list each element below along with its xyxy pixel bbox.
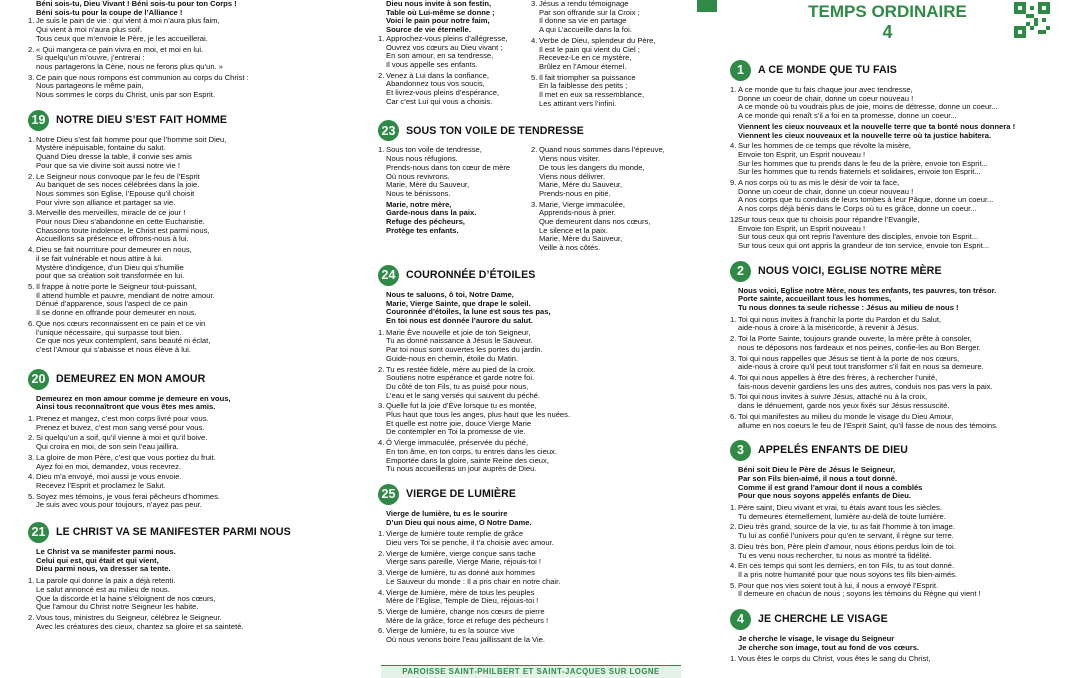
song-title: NOTRE DIEU S’EST FAIT HOMME	[56, 113, 228, 126]
verse: 3. Dieu très bon, Père plein d’amour, nous étions perdus loin de toi. Tu es venu nous rechercher, tu nous as montré ta fidélité.	[730, 541, 956, 560]
song-number: 23	[378, 120, 399, 141]
song-title: APPELÉS ENFANTS DE DIEU	[758, 444, 909, 457]
refrain: Marie, notre mère, Garde-nous dans la paix. Refuge des pécheurs, Protège tes enfants.	[386, 199, 477, 235]
song-title: LE CHRIST VA SE MANIFESTER PARMI NOUS	[56, 526, 291, 539]
verse: 1. Je suis le pain de vie : qui vient à moi n’aura plus faim, Qui vient à moi n’aura plus soif. Tous ceux que m’envoie le Père, je les accueillerai.	[28, 16, 220, 43]
song-header-21	[28, 522, 346, 543]
verse: 6. Toi qui manifestes au milieu du monde le visage du Dieu Amour, allume en nos coeurs le feu de l’Esprit Saint, qu’il fasse de nous des témoins.	[730, 411, 999, 430]
verse: 3. Toi qui nous rappelles que Jésus se tient à la porte de nos cœurs, aide-nous à croire qu’il peut tout transformer s’il fait en nous sa demeure.	[730, 353, 984, 372]
verse-list	[730, 655, 1075, 664]
verse: 4. Dieu m’a envoyé, moi aussi je vous envoie. Recevez l’Esprit et proclamez le Salut.	[28, 472, 182, 490]
refrain: Le Christ va se manifester parmi nous. Celui qui est, qui était et qui vient, Dieu parmi nous, va dresser sa tente.	[36, 547, 176, 574]
verse-list	[378, 146, 525, 198]
verse: 3. Marie, Vierge immaculée, Apprends-nous à prier. Que demeurent dans nos cœurs, Le silence et la paix. Marie, Mère du Sauveur, Veille à nos côtés.	[531, 199, 651, 253]
verse: 4. Vierge de lumière, mère de tous les peuples Mère de l’Eglise, Temple de Dieu, réjouis-toi !	[378, 587, 539, 606]
verse: 1. La parole qui donne la paix a déjà retenti. Le salut annoncé est au milieu de nous. Que la discorde et la haine s’éloignent de nos cœurs, Que l’amour du Christ notre Seigneur les habite.	[28, 576, 216, 612]
song-title: NOUS VOICI, EGLISE NOTRE MÈRE	[758, 264, 942, 277]
verse: 2. « Qui mangera ce pain vivra en moi, et moi en lui. Si quelqu’un m’ouvre, j’entrerai : nous partagerons la Cène, nous ne ferons plus qu’un. »	[28, 44, 224, 71]
song-title: VIERGE DE LUMIÈRE	[406, 488, 517, 501]
refrain: Nous voici, Eglise notre Mère, nous tes enfants, tes pauvres, ton trésor. Porte sainte, accueillant tous les hommes, Tu nous donnes ta seule richesse : Jésus au milieu de nous !	[738, 285, 997, 313]
verse-list	[531, 146, 678, 252]
verse-list	[378, 35, 525, 107]
column-right	[730, 0, 1075, 675]
verse: 4. Verbe de Dieu, splendeur du Père, Il est le pain qui vient du Ciel ; Recevez-Le en ce mystère, Brûlez en l’Amour éternel.	[531, 35, 656, 71]
verse: 1. Approchez-vous pleins d’allégresse, Ouvrez vos cœurs au Dieu vivant ; En son amour, en sa tendresse, Il vous appelle ses enfants.	[378, 33, 508, 69]
verse: 2. Toi la Porte Sainte, toujours grande ouverte, la mère prête à consoler, nous te déposons nos fardeaux et nos peines, confie-les au Bon Berger.	[730, 334, 981, 352]
refrain: Viennent les cieux nouveaux et la nouvelle terre que ta bonté nous donnera ! Viennent les cieux nouveaux et la nouvelle terre où ta justice habitera.	[738, 121, 1016, 140]
verse: 2. Tu es restée fidèle, mère au pied de la croix. Soutiens notre espérance et garde notre foi. Du côté de ton Fils, tu as puisé pour nous, L’eau et le sang versés qui sauvent du péché.	[378, 364, 541, 400]
verse: 1. Vous êtes le corps du Christ, vous êtes le sang du Christ,	[730, 654, 931, 664]
refrain: Béni soit Dieu le Père de Jésus le Seigneur, Par son Fils bien-aimé, il nous a tout donné. Comme il est grand l’amour dont il nous a comblés Pour que nous soyons appelés enfants de Dieu.	[738, 465, 923, 501]
song-number: 3	[730, 440, 751, 461]
verse: 3. Vierge de lumière, tu as donné aux hommes Le Sauveur du monde : Il a pris chair en notre chair.	[378, 568, 561, 586]
verse-list	[730, 86, 1075, 251]
song-header-4	[730, 609, 1075, 630]
verse-list	[28, 17, 346, 99]
song-number: 2	[730, 261, 751, 282]
verse: 1. Marie Ève nouvelle et joie de ton Seigneur, Tu as donné naissance à Jésus le Sauveur. Par toi nous sont ouvertes les portes du jardin. Guide-nous en chemin, étoile du Matin.	[378, 327, 543, 363]
verse-list	[730, 316, 1075, 430]
season-number: 4	[882, 22, 893, 42]
verse: 6. Que nos cœurs reconnaissent en ce pain et ce vin l’unique nécessaire, qui surpasse tout bien. Ce que nos yeux contemplent, sans beauté ni éclat, c’est l’Amour qui s’abaisse et nous élève à lui.	[28, 318, 211, 354]
verse: 3. Jésus a rendu témoignage Par son offrande sur la Croix ; Il donne sa vie en partage A qui L’accueille dans la foi.	[531, 0, 640, 35]
green-decoration	[697, 0, 717, 12]
verse: 1. Prenez et mangez, c’est mon corps livré pour vous. Prenez et buvez, c’est mon sang versé pour vous.	[28, 414, 209, 432]
verse: 2. Vierge de lumière, vierge conçue sans tache Vierge sans pareille, Vierge Marie, réjouis-toi !	[378, 548, 542, 567]
verse: 2. Le Seigneur nous convoque par le feu de l’Esprit Au banquet de ses noces célébrées dans la joie. Nous sommes son Eglise, l’Epouse qu’il choisit Pour vivre son alliance et partager sa vie.	[28, 171, 200, 207]
song-header-3	[730, 440, 1075, 461]
verse: 2. Venez à Lui dans la confiance, Abandonnez tous vos soucis, Et livrez-vous pleins d’espérance, Car c’est Lui qui vous a choisis.	[378, 70, 500, 106]
song-header-23	[378, 120, 678, 141]
verse: 1. Père saint, Dieu vivant et vrai, tu étais avant tous les siècles. Tu demeures éternellement, lumière au-delà de toute lumière.	[730, 503, 946, 521]
song-number: 1	[730, 60, 751, 81]
season-title: TEMPS ORDINAIRE	[808, 2, 967, 21]
parish-footer: PAROISSE SAINT-PHILBERT ET SAINT-JACQUES SUR LOGNE	[381, 665, 681, 678]
verse: 3. Ce pain que nous rompons est communion au corps du Christ : Nous partageons le même pain, Nous sommes le corps du Christ, unis par son Esprit.	[28, 72, 249, 100]
verse-list	[730, 504, 1075, 599]
verse: 12. Sur tous ceux que tu choisis pour répandre l’Evangile, Envoie ton Esprit, un Esprit nouveau ! Sur tous ceux qui ont repris l’aventure des disciples, envoie ton Esprit... Sur tous ceux qui ont appris la grandeur de ton service, envoie ton Esprit...	[730, 214, 990, 250]
song-number: 25	[378, 484, 399, 505]
song-title: A CE MONDE QUE TU FAIS	[758, 64, 897, 77]
verse: 4. Toi qui nous appelles à être des frères, à rechercher l’unité, fais-nous devenir gardiens les uns des autres, conduis nos pas vers la paix.	[730, 372, 993, 391]
verse: 2. Quand nous sommes dans l’épreuve, Viens nous visiter. De tous les dangers du monde, Viens nous délivrer. Marie, Mère du Sauveur, Prends-nous en pitié.	[531, 145, 665, 198]
verse: 1. Vierge de lumière toute remplie de grâce Dieu vers Toi se penche, il t’a choisie avec amour.	[378, 529, 554, 548]
refrain: Je cherche le visage, le visage du Seigneur Je cherche son image, tout au fond de vos cœurs.	[738, 634, 920, 652]
song-fragment-top: Béni sois-tu, Dieu Vivant ! Béni sois-tu pour ton Corps ! Béni sois-tu pour la coupe de l’Alliance !	[36, 0, 237, 17]
song-title: SOUS TON VOILE DE TENDRESSE	[406, 124, 584, 137]
song-fragment-top	[378, 0, 678, 110]
verse: 6. Vierge de lumière, tu es la source vive Où nous venons boire l’eau jaillissant de la Vie.	[378, 626, 546, 645]
column-left	[28, 0, 346, 675]
verse: 1. Toi qui nous invites à franchir la porte du Pardon et du Salut, aide-nous à croire à la miséricorde, à revenir à Jésus.	[730, 314, 942, 333]
verse: 9. A nos corps où tu as mis le désir de voir ta face, Donne un coeur de chair, donne un coeur nouveau ! A nos corps que tu conduis de leurs tombes à leur Pâque, donne un coeur... A nos corps déjà bénis dans le Corps où tu es grâce, donne un coeur...	[730, 178, 994, 214]
verse: 3. La gloire de mon Père, c’est que vous portiez du fruit. Ayez foi en moi, demandez, vous recevrez.	[28, 452, 216, 471]
song-header-1	[730, 60, 1075, 81]
verse: 1. A ce monde que tu fais chaque jour avec tendresse, Donne un coeur de chair, donne un coeur nouveau ! A ce monde où tu voudrais plus de joie, moins de détresse, donne un coeur... A ce monde qui renaît s’il a foi en ta promesse, donne un coeur...	[730, 85, 998, 121]
verse-list	[28, 136, 346, 355]
verse: 4. Dieu se fait nourriture pour demeurer en nous, il se fait vulnérable et nous attire à lui. Mystère d’indigence, d’un Dieu qui s’humilie pour que sa création soit transformée en lui.	[28, 245, 192, 281]
verse: 4. En ces temps qui sont les derniers, en ton Fils, tu as tout donné. Il a pris notre humanité pour que nous soyons tes fils bien-aimés.	[730, 561, 958, 579]
verse: 5. Pour que nos vies soient tout à lui, il nous a envoyé l’Esprit. Il demeure en chacun de nous ; soyons les témoins du Règne qui vient !	[730, 580, 981, 599]
song-header-2	[730, 261, 1075, 282]
verse: 4. Sur les hommes de ce temps que révolte la misère, Envoie ton Esprit, un Esprit nouveau ! Sur les hommes que tu prends dans le feu de la prière, envoie ton Esprit... Sur les hommes que tu rends fraternels et solidaires, envoie ton Esprit...	[730, 141, 988, 177]
song-header-25	[378, 484, 678, 505]
verse-list	[378, 329, 678, 474]
verse: 4. Ô Vierge immaculée, préservée du péché, En ton âme, en ton corps, tu entres dans les cieux. Emportée dans la gloire, sainte Reine des cieux, Tu nous accueilleras un jour auprès de Dieu.	[378, 438, 557, 474]
refrain: Demeurez en mon amour comme je demeure en vous, Ainsi tous reconnaîtront que vous êtes mes amis.	[36, 393, 231, 412]
verse-list	[28, 415, 346, 510]
verse: 3. Merveille des merveilles, miracle de ce jour ! Pour nous Dieu s’abandonne en cette Eucharistie. Chassons toute indolence, le Christ est parmi nous, Accueillons sa présence et offrons-nous à lui.	[28, 208, 210, 244]
verse: 5. Il frappe à notre porte le Seigneur tout-puissant, Il attend humble et pauvre, mendiant de notre amour. Dénué d’apparence, sous l’aspect de ce pain Il se donne en offrande pour demeurer en nous.	[28, 281, 215, 318]
verse-list	[531, 0, 678, 108]
refrain: Vierge de lumière, tu es le sourire D’un Dieu qui nous aime, O Notre Dame.	[386, 508, 532, 527]
verse: 5. Il fait triompher sa puissance En la faiblesse des petits ; Il met en eux sa ressemblance, Les attirant vers l’infini.	[531, 72, 645, 108]
refrain: Nous te saluons, ô toi, Notre Dame, Marie, Vierge Sainte, que drape le soleil. Couronnée d’étoiles, la lune est sous tes pas, En toi nous est donnée l’aurore du salut.	[386, 289, 551, 325]
song-number: 24	[378, 265, 399, 286]
column-middle	[378, 0, 678, 675]
song-header-19	[28, 110, 346, 131]
verse-list	[28, 577, 346, 631]
verse: 5. Soyez mes témoins, je vous ferai pêcheurs d’hommes. Je suis avec vous pour toujours, n’ayez pas peur.	[28, 491, 221, 510]
song-title: COURONNÉE D’ÉTOILES	[406, 269, 536, 282]
verse: 2. Dieu très grand, source de la vie, tu as fait l’homme à ton image. Tu lui as confié l’univers pour qu’en te servant, il règne sur terre.	[730, 522, 955, 541]
verse: 1. Sous ton voile de tendresse, Nous nous réfugions. Prends-nous dans ton cœur de mère Où nous revivrons. Marie, Mère du Sauveur, Nous te bénissons.	[378, 145, 511, 198]
song-23-body	[378, 146, 678, 254]
verse: 2. Vous tous, ministres du Seigneur, célébrez le Seigneur. Avec les créatures des cieux, chantez sa gloire et sa sainteté.	[28, 612, 244, 631]
verse: 5. Vierge de lumière, change nos cœurs de pierre Mère de la grâce, force et refuge des pécheurs !	[378, 606, 549, 625]
song-title: JE CHERCHE LE VISAGE	[758, 613, 888, 626]
song-number: 20	[28, 369, 49, 390]
song-title: DEMEUREZ EN MON AMOUR	[56, 372, 206, 385]
song-number: 4	[730, 609, 751, 630]
verse: 1. Notre Dieu s’est fait homme pour que l’homme soit Dieu, Mystère inépuisable, fontaine du salut. Quand Dieu dresse la table, il convie ses amis Pour que sa vie divine soit aussi notre vie !	[28, 134, 227, 170]
song-header-20	[28, 369, 346, 390]
verse: 3. Quelle fut la joie d’Ève lorsque tu es montée, Plus haut que tous les anges, plus haut que les nuées. Et quelle est notre joie, douce Vierge Marie De contempler en Toi la promesse de vie.	[378, 401, 571, 437]
refrain: Dieu nous invite à son festin, Table où Lui-même se donne ; Voici le pain pour notre faim, Source de vie éternelle.	[386, 0, 495, 35]
verse: 2. Si quelqu’un a soif, qu’il vienne à moi et qu’il boive. Qui croira en moi, de son sein l’eau jaillira.	[28, 433, 208, 452]
song-number: 19	[28, 110, 49, 131]
song-header-24	[378, 265, 678, 286]
song-number: 21	[28, 522, 49, 543]
verse: 5. Toi qui nous invites à suivre Jésus, attaché nu à la croix, dans le dénuement, garde nos yeux fixés sur Jésus ressuscité.	[730, 392, 950, 411]
verse-list	[378, 530, 678, 644]
